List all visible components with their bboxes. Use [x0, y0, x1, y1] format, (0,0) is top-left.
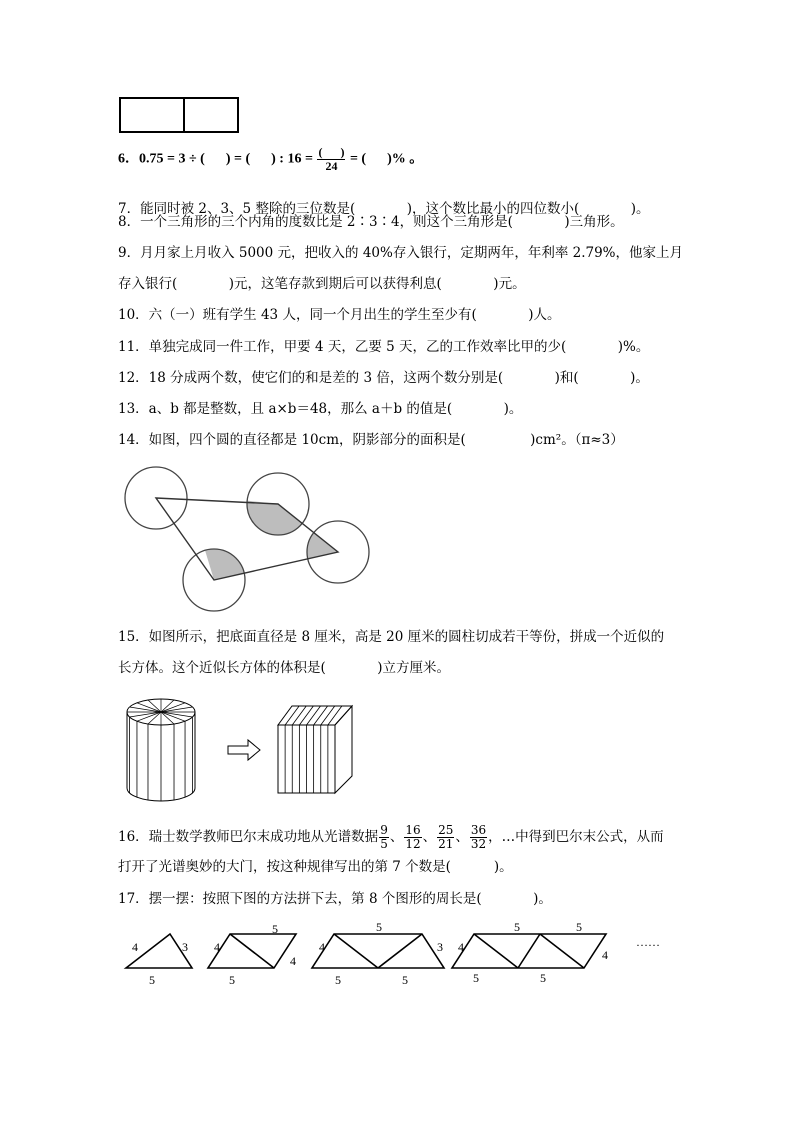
shaded-sectors	[125, 467, 369, 611]
question-10: 10．六（一）班有学生 43 人，同一个月出生的学生至少有( )人。	[118, 307, 561, 323]
cylinder-to-cuboid-figure	[118, 692, 368, 804]
question-15-line1: 15．如图所示，把底面直径是 8 厘米，高是 20 厘米的圆柱切成若干等份，拼成一个近似的	[118, 629, 665, 645]
question-16-line1: 16．瑞士数学教师巴尔末成功地从光谱数据 $\frac{9}{5}$ 、 $\frac{16}{12}$ 、 $\frac{25}{21}$ 、 $\frac{36}{32}$ ，…中得到巴尔末公式，从而	[118, 823, 664, 851]
question-11: 11．单独完成同一件工作，甲要 4 天，乙要 5 天，乙的工作效率比甲的少( )%。	[118, 339, 650, 355]
svg-text:……: ……	[636, 935, 660, 949]
svg-text:5: 5	[149, 973, 155, 987]
svg-text:4: 4	[290, 954, 296, 968]
svg-text:5: 5	[402, 973, 408, 987]
question-14: 14．如图，四个圆的直径都是 10cm，阴影部分的面积是( )cm²。（π≈3）	[118, 432, 624, 448]
fraction: $\frac{( )}{24}$	[318, 145, 345, 173]
question-13: 13．a、b 都是整数，且 a×b＝48，那么 a＋b 的值是( )。	[118, 401, 523, 417]
balmer-fractions: $\frac{9}{5}$ 、 $\frac{16}{12}$ 、 $\frac{25}{21}$ 、 $\frac{36}{32}$	[380, 823, 487, 851]
cylinder	[127, 699, 195, 801]
question-8: 8．一个三角形的三个内角的度数比是 2∶3∶4，则这个三角形是( )三角形。	[118, 214, 624, 230]
svg-text:4: 4	[319, 940, 325, 954]
triangle-pattern-figure	[118, 918, 698, 990]
svg-text:3: 3	[437, 940, 443, 954]
question-12: 12．18 分成两个数，使它们的和是差的 3 倍，这两个数分别是( )和( )。	[118, 370, 649, 386]
fraction: $\frac{16}{12}$	[405, 823, 421, 851]
question-16-line2: 打开了光谱奥妙的大门，按这种规律写出的第 7 个数是( )。	[118, 859, 513, 875]
question-7: 7．能同时被 2、3、5 整除的三位数是( )，这个数比最小的四位数小( )。	[118, 201, 650, 217]
question-17: 17．摆一摆：按照下图的方法拼下去，第 8 个图形的周长是( )。	[118, 891, 552, 907]
svg-text:5: 5	[473, 971, 479, 985]
fraction: $\frac{25}{21}$	[438, 823, 454, 851]
svg-text:5: 5	[540, 971, 546, 985]
svg-text:4: 4	[458, 940, 464, 954]
fraction: $\frac{36}{32}$	[470, 823, 487, 851]
question-9-line1: 9．月月家上月收入 5000 元，把收入的 40%存入银行，定期两年，年利率 2.79%，他家上月	[118, 245, 684, 261]
svg-text:5: 5	[229, 973, 235, 987]
svg-text:5: 5	[576, 920, 582, 934]
svg-text:4: 4	[214, 940, 220, 954]
svg-text:3: 3	[182, 940, 188, 954]
question-6: 6．0.75 = 3 ÷ ( ) = ( ) : 16 = $\frac{( )}{24}$ = ( )% 。	[118, 145, 424, 173]
svg-text:5: 5	[514, 920, 520, 934]
question-15-line2: 长方体。这个近似长方体的体积是( )立方厘米。	[118, 660, 451, 676]
svg-text:5: 5	[335, 973, 341, 987]
svg-text:4: 4	[602, 948, 608, 962]
svg-text:4: 4	[132, 940, 138, 954]
cuboid	[278, 706, 352, 793]
arrow-icon	[228, 740, 260, 760]
answer-box	[118, 96, 240, 134]
fraction: $\frac{9}{5}$	[380, 823, 388, 851]
four-circles-figure	[118, 460, 378, 620]
question-9-line2: 存入银行( )元，这笔存款到期后可以获得利息( )元。	[118, 276, 526, 292]
svg-text:5: 5	[272, 922, 278, 936]
svg-text:5: 5	[376, 920, 382, 934]
